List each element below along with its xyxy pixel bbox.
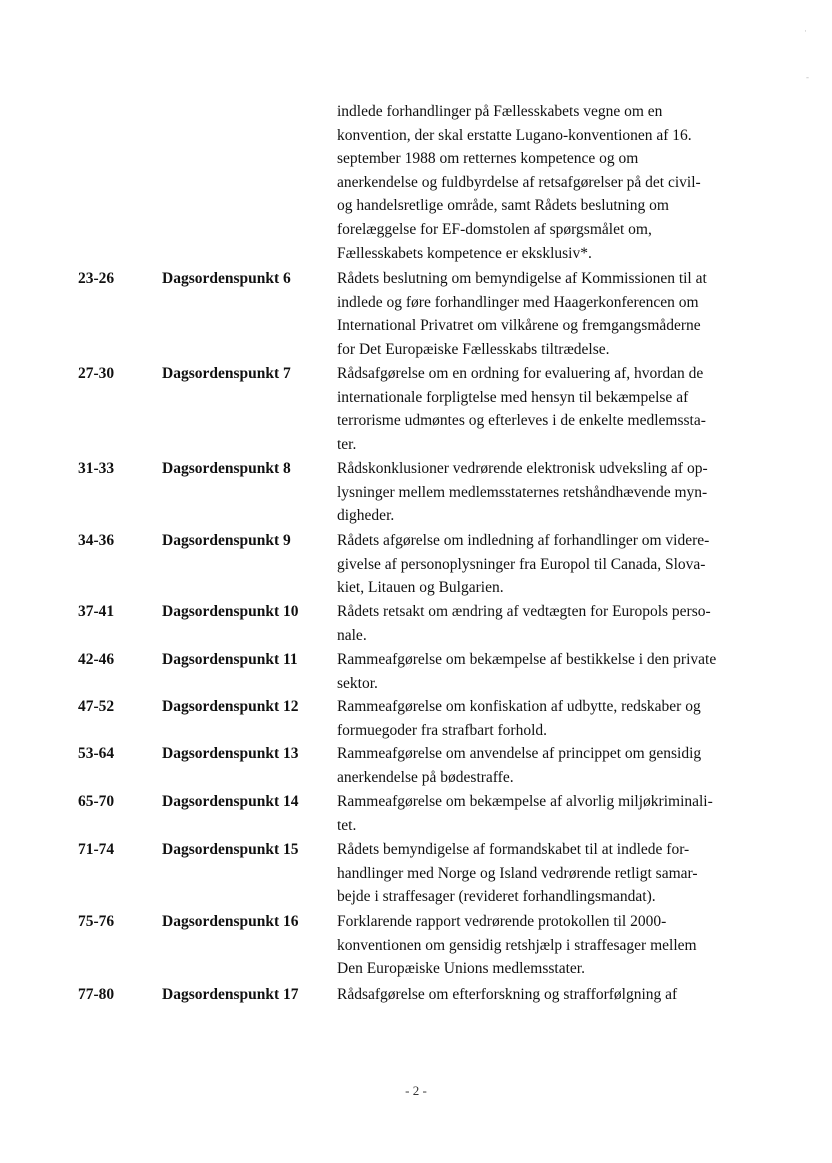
agenda-description: [337, 600, 757, 647]
intro-line: og handelsretlige område, samt Rådets beslutning om: [337, 197, 669, 215]
scan-speck: -: [806, 72, 809, 82]
intro-continuation: [337, 100, 757, 265]
description-line: Rådets bemyndigelse af formandskabet til at indlede for-: [337, 841, 690, 858]
description-line: kiet, Litauen og Bulgarien.: [337, 579, 504, 597]
page-range: 47-52: [78, 698, 115, 715]
description-line: Rammeafgørelse om anvendelse af princippet om gensidig: [337, 745, 702, 762]
description-line: for Det Europæiske Fællesskabs tiltrædelse.: [337, 340, 610, 358]
agenda-description: [337, 790, 757, 837]
description-line: Den Europæiske Unions medlemsstater.: [337, 960, 585, 978]
description-line: ter.: [337, 435, 357, 453]
agenda-description: [337, 838, 757, 909]
intro-line: Fællesskabets kompetence er eksklusiv*.: [337, 244, 592, 262]
agenda-item-label: Dagsordenspunkt 14: [162, 793, 299, 810]
agenda-item-label: Dagsordenspunkt 15: [162, 841, 299, 858]
agenda-item-label: Dagsordenspunkt 16: [162, 913, 299, 930]
page-range: 42-46: [78, 651, 115, 668]
description-line: formuegoder fra strafbart forhold.: [337, 721, 548, 739]
agenda-description: [337, 457, 757, 528]
description-line: Rådets retsakt om ændring af vedtægten for Europols perso-: [337, 603, 711, 620]
description-line: Rammeafgørelse om bekæmpelse af bestikkelse i den private: [337, 651, 717, 668]
agenda-item-label: Dagsordenspunkt 10: [162, 603, 299, 620]
agenda-item-label: Dagsordenspunkt 13: [162, 745, 299, 762]
page-range: 65-70: [78, 793, 115, 810]
description-line: indlede og føre forhandlinger med Haagerkonferencen om: [337, 293, 699, 311]
agenda-description: [337, 648, 757, 695]
agenda-description: [337, 983, 757, 1007]
description-line: sektor.: [337, 674, 378, 692]
page-range: 27-30: [78, 365, 115, 382]
agenda-description: [337, 742, 757, 789]
description-line: konventionen om gensidig retshjælp i straffesager mellem: [337, 936, 697, 954]
intro-line: indlede forhandlinger på Fællesskabets vegne om en: [337, 103, 663, 120]
description-line: internationale forpligtelse med hensyn til bekæmpelse af: [337, 388, 689, 406]
description-line: Rådsafgørelse om efterforskning og strafforfølgning af: [337, 986, 678, 1003]
description-line: handlinger med Norge og Island vedrørende retligt samar-: [337, 864, 698, 882]
page-range: 77-80: [78, 986, 115, 1003]
agenda-item-label: Dagsordenspunkt 6: [162, 270, 291, 287]
description-line: Rådskonklusioner vedrørende elektronisk udveksling af op-: [337, 460, 708, 477]
description-line: terrorisme udmøntes og efterleves i de enkelte medlemssta-: [337, 412, 706, 430]
intro-line: konvention, der skal erstatte Lugano-konventionen af 16.: [337, 126, 692, 144]
agenda-description: [337, 362, 757, 456]
agenda-item-label: Dagsordenspunkt 17: [162, 986, 299, 1003]
description-line: anerkendelse på bødestraffe.: [337, 768, 514, 786]
page-number: - 2 -: [405, 1083, 427, 1098]
agenda-item-label: Dagsordenspunkt 7: [162, 365, 291, 382]
description-line: Rådsafgørelse om en ordning for evaluering af, hvordan de: [337, 365, 704, 382]
description-line: nale.: [337, 626, 367, 644]
scan-speck: ·: [804, 26, 807, 36]
page-range: 75-76: [78, 913, 115, 930]
agenda-description: [337, 267, 757, 361]
agenda-description: [337, 695, 757, 742]
page-range: 31-33: [78, 460, 115, 477]
description-line: International Privatret om vilkårene og fremgangsmåderne: [337, 317, 701, 335]
description-line: givelse af personoplysninger fra Europol til Canada, Slova-: [337, 555, 706, 573]
page-range: 23-26: [78, 270, 115, 287]
description-line: digheder.: [337, 507, 395, 525]
agenda-item-label: Dagsordenspunkt 12: [162, 698, 299, 715]
description-line: Forklarende rapport vedrørende protokollen til 2000-: [337, 913, 667, 930]
intro-line: forelæggelse for EF-domstolen af spørgsmålet om,: [337, 220, 652, 238]
page-range: 53-64: [78, 745, 115, 762]
intro-line: september 1988 om retternes kompetence og om: [337, 150, 639, 168]
agenda-item-label: Dagsordenspunkt 8: [162, 460, 291, 477]
intro-line: anerkendelse og fuldbyrdelse af retsafgørelser på det civil-: [337, 173, 701, 191]
page-range: 37-41: [78, 603, 115, 620]
description-line: Rådets afgørelse om indledning af forhandlinger om videre-: [337, 532, 710, 549]
agenda-description: [337, 529, 757, 600]
agenda-item-label: Dagsordenspunkt 9: [162, 532, 291, 549]
agenda-item-label: Dagsordenspunkt 11: [162, 651, 298, 668]
agenda-description: [337, 910, 757, 981]
page-range: 71-74: [78, 841, 115, 858]
description-line: Rammeafgørelse om konfiskation af udbytte, redskaber og: [337, 698, 701, 715]
description-line: lysninger mellem medlemsstaternes retshåndhævende myn-: [337, 483, 708, 501]
description-line: Rammeafgørelse om bekæmpelse af alvorlig miljøkriminali-: [337, 793, 713, 810]
description-line: bejde i straffesager (revideret forhandlingsmandat).: [337, 888, 656, 906]
description-line: Rådets beslutning om bemyndigelse af Kommissionen til at: [337, 270, 707, 287]
description-line: tet.: [337, 816, 357, 834]
page-range: 34-36: [78, 532, 115, 549]
